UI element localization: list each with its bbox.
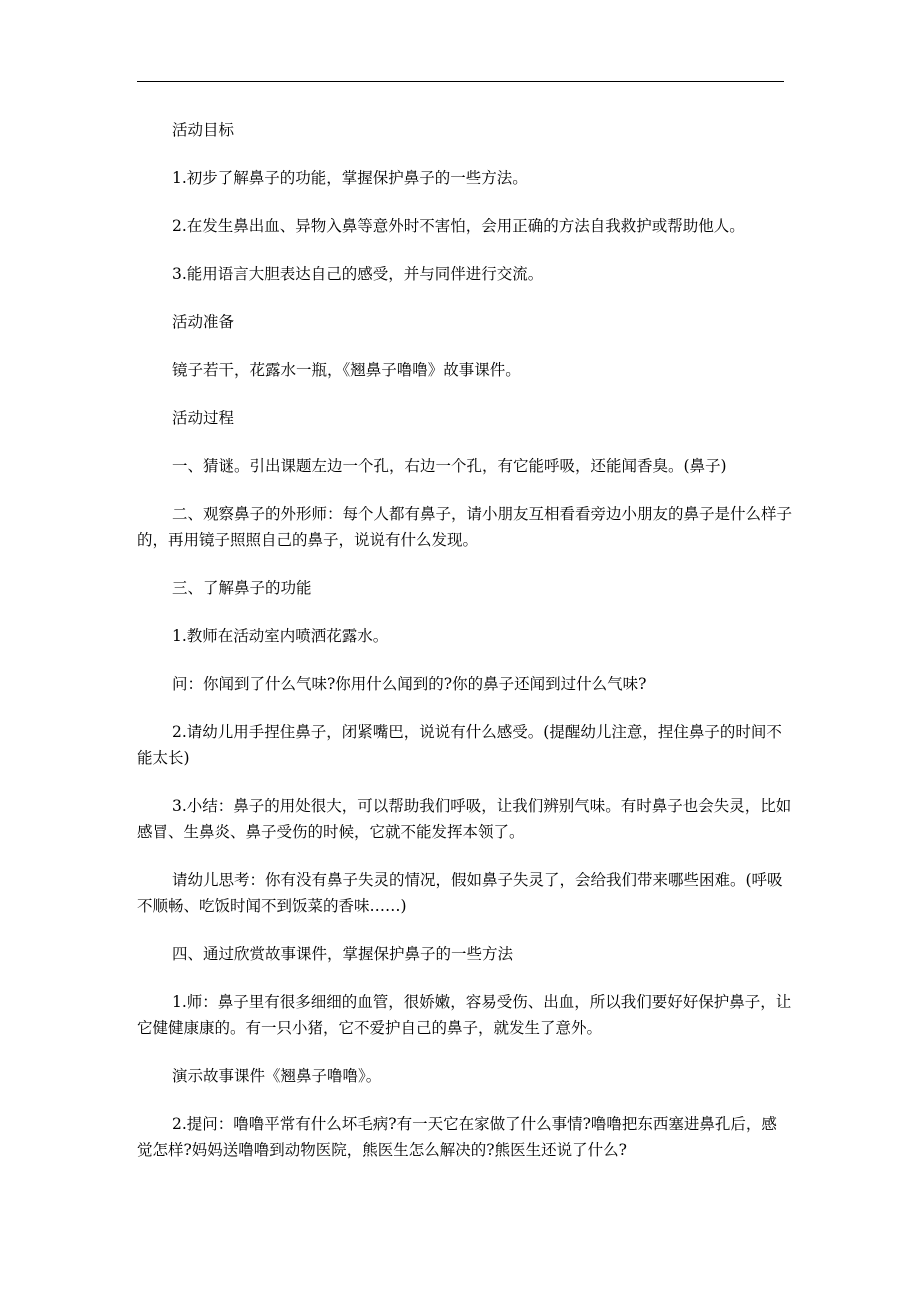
paragraph: 2.提问：噜噜平常有什么坏毛病?有一天它在家做了什么事情?噜噜把东西塞进鼻孔后，感觉怎样?妈妈送噜噜到动物医院，熊医生怎么解决的?熊医生还说了什么?: [137, 1115, 777, 1159]
paragraph: 一、猜谜。引出课题左边一个孔，右边一个孔，有它能呼吸，还能闻香臭。(鼻子): [172, 457, 727, 475]
paragraph: 二、观察鼻子的外形师：每个人都有鼻子，请小朋友互相看看旁边小朋友的鼻子是什么样子的，再用镜子照照自己的鼻子，说说有什么发现。: [137, 505, 793, 549]
paragraph: 2.请幼儿用手捏住鼻子，闭紧嘴巴，说说有什么感受。(提醒幼儿注意，捏住鼻子的时间不能太长): [137, 723, 782, 767]
paragraph: 四、通过欣赏故事课件，掌握保护鼻子的一些方法: [172, 945, 514, 963]
paragraph: 演示故事课件《翘鼻子噜噜》。: [172, 1067, 382, 1085]
paragraph: 请幼儿思考：你有没有鼻子失灵的情况，假如鼻子失灵了，会给我们带来哪些困难。(呼吸不顺畅、吃饭时闻不到饭菜的香味……): [137, 871, 783, 915]
paragraph: 3.能用语言大胆表达自己的感受，并与同伴进行交流。: [172, 265, 544, 283]
paragraph: 2.在发生鼻出血、异物入鼻等意外时不害怕，会用正确的方法自我救护或帮助他人。: [172, 217, 745, 235]
document-body: [137, 117, 793, 1185]
header-rule: [137, 81, 784, 82]
paragraph: 1.教师在活动室内喷洒花露水。: [172, 627, 389, 645]
paragraph: 问：你闻到了什么气味?你用什么闻到的?你的鼻子还闻到过什么气味?: [172, 675, 647, 693]
paragraph: 活动过程: [172, 409, 235, 427]
paragraph: 1.师：鼻子里有很多细细的血管，很娇嫩，容易受伤、出血，所以我们要好好保护鼻子，让它健健康康的。有一只小猪，它不爱护自己的鼻子，就发生了意外。: [137, 993, 792, 1037]
paragraph: 1.初步了解鼻子的功能，掌握保护鼻子的一些方法。: [172, 169, 528, 187]
paragraph: 活动目标: [172, 121, 235, 139]
paragraph: 镜子若干，花露水一瓶，《翘鼻子噜噜》故事课件。: [172, 361, 521, 379]
paragraph: 活动准备: [172, 313, 235, 331]
paragraph: 三、了解鼻子的功能: [172, 579, 312, 597]
paragraph: 3.小结：鼻子的用处很大，可以帮助我们呼吸，让我们辨别气味。有时鼻子也会失灵，比如感冒、生鼻炎、鼻子受伤的时候，它就不能发挥本领了。: [137, 797, 792, 841]
